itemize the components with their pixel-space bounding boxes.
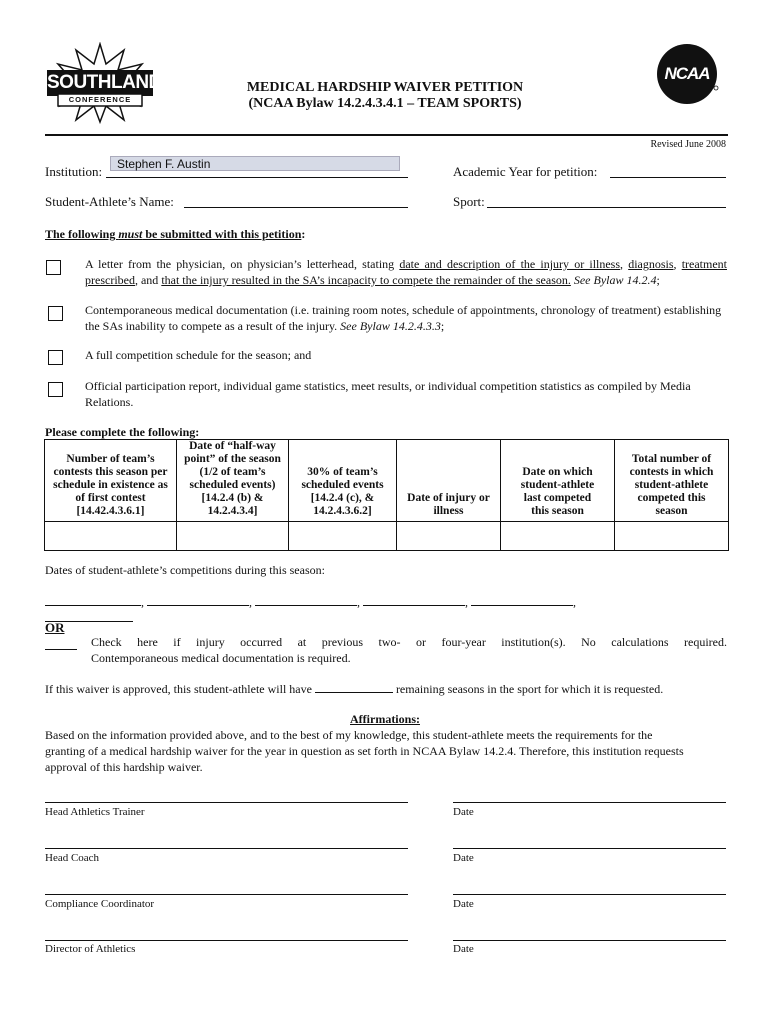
item1-t2: , bbox=[620, 257, 629, 271]
requirements-heading bbox=[45, 227, 305, 242]
col5-line: Date on which bbox=[522, 466, 593, 478]
trainer-date-label: Date bbox=[453, 806, 474, 818]
competition-schedule-checkbox[interactable] bbox=[48, 350, 63, 365]
participation-report-text: Official participation report, individual game statistics, meet results, or individual competition statistics as compiled by Media Relations. bbox=[85, 379, 691, 409]
director-date-label: Date bbox=[453, 943, 474, 955]
col5-line: this season bbox=[531, 505, 584, 517]
col2-line: 14.2.4.3.4] bbox=[207, 505, 258, 517]
col1-line: [14.42.4.3.6.1] bbox=[76, 505, 145, 517]
header-injury-date bbox=[397, 440, 501, 522]
col5-line: student-athlete bbox=[520, 479, 595, 491]
ncaa-logo-text: NCAA bbox=[664, 64, 710, 83]
col3-line: 14.2.4.3.6.2] bbox=[313, 505, 372, 517]
col2-line: scheduled events) bbox=[189, 479, 276, 491]
date-separator: , bbox=[357, 595, 360, 609]
col6-line: competed this bbox=[637, 492, 706, 504]
compliance-date-label: Date bbox=[453, 898, 474, 910]
affirmations-heading: Affirmations: bbox=[350, 712, 420, 726]
col6-line: student-athlete bbox=[634, 479, 709, 491]
item2-text: Contemporaneous medical documentation (i.e. training room notes, schedule of appointments, chronology of treatment) establishing the SAs inability to compete as a result of the injury. bbox=[85, 303, 722, 333]
header-rule bbox=[45, 134, 728, 136]
competition-date-field[interactable] bbox=[147, 594, 249, 606]
item1-u3: treatment prescribed bbox=[85, 257, 727, 287]
col5-line: last competed bbox=[523, 492, 592, 504]
item1-t1: A letter from the physician, on physician’s letterhead, stating bbox=[85, 257, 400, 271]
cell-injury-date[interactable] bbox=[397, 522, 501, 551]
medical-docs-checkbox[interactable] bbox=[48, 306, 63, 321]
cell-last-competed[interactable] bbox=[501, 522, 615, 551]
competition-schedule-text: A full competition schedule for the season; and bbox=[85, 348, 312, 362]
col1-line: Number of team’s bbox=[66, 453, 155, 465]
col6-line: Total number of bbox=[631, 453, 712, 465]
col3-line: scheduled events bbox=[301, 479, 384, 491]
director-role-label: Director of Athletics bbox=[45, 943, 136, 955]
coach-signature-line[interactable] bbox=[45, 848, 408, 849]
col4-line: illness bbox=[433, 505, 464, 517]
trainer-role-label: Head Athletics Trainer bbox=[45, 806, 145, 818]
sport-field[interactable] bbox=[487, 207, 726, 208]
waiver-text-pre: If this waiver is approved, this student-athlete will have bbox=[45, 682, 312, 696]
item1-u2: diagnosis bbox=[628, 257, 674, 271]
or-label: OR bbox=[45, 620, 65, 635]
item1-t3: , bbox=[673, 257, 682, 271]
student-name-field[interactable] bbox=[184, 207, 408, 208]
cell-num-contests[interactable] bbox=[45, 522, 177, 551]
item1-u1: date and description of the injury or illness bbox=[399, 257, 621, 271]
medical-documentation-note: Contemporaneous medical documentation is required. bbox=[91, 651, 351, 665]
item1-u4: that the injury resulted in the SA’s incapacity to compete the remainder of the season. bbox=[161, 273, 571, 287]
compliance-role-label: Compliance Coordinator bbox=[45, 898, 155, 910]
header-halfway-point bbox=[177, 440, 289, 522]
trainer-signature-line[interactable] bbox=[45, 802, 408, 803]
medical-docs-text bbox=[85, 302, 727, 334]
competition-date-field[interactable] bbox=[255, 594, 357, 606]
item1-ref: See Bylaw 14.2.4 bbox=[573, 273, 657, 287]
col2-line: (1/2 of team’s bbox=[199, 466, 266, 478]
director-date-line[interactable] bbox=[453, 940, 726, 941]
southland-logo-subtext: CONFERENCE bbox=[68, 95, 132, 104]
requirements-heading-pre: The following bbox=[45, 227, 119, 241]
affirmation-line-2: granting of a medical hardship waiver for the year in question as set forth in NCAA Bylaw 14.2.4. Therefore, this institution requests bbox=[45, 744, 684, 758]
requirements-heading-post: be submitted with this petition bbox=[142, 227, 302, 241]
header-total-competed bbox=[615, 440, 729, 522]
trainer-date-line[interactable] bbox=[453, 802, 726, 803]
cell-total-competed[interactable] bbox=[615, 522, 729, 551]
col6-line: season bbox=[655, 505, 688, 517]
academic-year-label: Academic Year for petition: bbox=[453, 164, 598, 179]
participation-report-checkbox[interactable] bbox=[48, 382, 63, 397]
col2-line: point” of the season bbox=[184, 453, 281, 465]
affirmation-line-1: Based on the information provided above, and to the best of my knowledge, this student-athlete meets the requirements for the bbox=[45, 728, 653, 742]
item1-t4: , and bbox=[134, 273, 162, 287]
remaining-seasons-field[interactable] bbox=[315, 681, 393, 693]
form-subtitle: (NCAA Bylaw 14.2.4.3.4.1 – TEAM SPORTS) bbox=[248, 96, 522, 111]
date-separator: , bbox=[465, 595, 468, 609]
col3-line: [14.2.4 (c), & bbox=[310, 492, 375, 504]
sport-label: Sport: bbox=[453, 194, 485, 209]
col2-line: [14.2.4 (b) & bbox=[201, 492, 264, 504]
institution-label: Institution: bbox=[45, 164, 103, 179]
competition-date-field[interactable] bbox=[363, 594, 465, 606]
cell-thirty-percent[interactable] bbox=[289, 522, 397, 551]
coach-date-label: Date bbox=[453, 852, 474, 864]
coach-role-label: Head Coach bbox=[45, 852, 100, 864]
header-last-competed bbox=[501, 440, 615, 522]
institution-underline bbox=[106, 177, 408, 178]
hardship-table bbox=[44, 439, 729, 551]
remaining-seasons-sentence bbox=[45, 681, 663, 697]
date-separator: , bbox=[573, 595, 576, 609]
col6-line: contests in which bbox=[629, 466, 714, 478]
ncaa-logo bbox=[655, 42, 719, 106]
cell-halfway-point[interactable] bbox=[177, 522, 289, 551]
compliance-signature-line[interactable] bbox=[45, 894, 408, 895]
previous-institution-check-field[interactable] bbox=[45, 649, 77, 650]
item2-end: ; bbox=[440, 319, 445, 333]
table-heading: Please complete the following: bbox=[45, 425, 200, 439]
revised-date: Revised June 2008 bbox=[650, 139, 726, 150]
southland-logo-text: SOUTHLAND bbox=[47, 72, 162, 93]
compliance-date-line[interactable] bbox=[453, 894, 726, 895]
competition-dates-row bbox=[45, 594, 665, 608]
coach-date-line[interactable] bbox=[453, 848, 726, 849]
affirmation-line-3: approval of this hardship waiver. bbox=[45, 760, 203, 774]
requirements-heading-emphasis: must bbox=[118, 227, 143, 241]
academic-year-field[interactable] bbox=[610, 177, 726, 178]
col3-line: 30% of team’s bbox=[307, 466, 378, 478]
col2-line: Date of “half-way bbox=[189, 440, 276, 452]
col1-line: contests this season per bbox=[53, 466, 168, 478]
header-num-contests bbox=[45, 440, 177, 522]
form-title: MEDICAL HARDSHIP WAIVER PETITION bbox=[246, 80, 524, 95]
student-name-label: Student-Athlete’s Name: bbox=[45, 194, 174, 209]
header-thirty-percent bbox=[289, 440, 397, 522]
item2-ref: See Bylaw 14.2.4.3.3 bbox=[340, 319, 441, 333]
date-separator: , bbox=[249, 595, 252, 609]
competition-date-field[interactable] bbox=[471, 594, 573, 606]
col4-line: Date of injury or bbox=[407, 492, 490, 504]
competition-dates-label: Dates of student-athlete’s competitions during this season: bbox=[45, 563, 325, 577]
col1-line: of first contest bbox=[75, 492, 146, 504]
physician-letter-checkbox[interactable] bbox=[46, 260, 61, 275]
date-separator: , bbox=[141, 595, 144, 609]
physician-letter-text bbox=[85, 256, 727, 288]
waiver-text-post: remaining seasons in the sport for which it is requested. bbox=[395, 682, 664, 696]
item1-end: ; bbox=[656, 273, 660, 287]
competition-date-field[interactable] bbox=[45, 594, 141, 606]
previous-institution-text: Check here if injury occurred at previous two- or four-year institution(s). No calculations required. bbox=[91, 635, 727, 649]
director-signature-line[interactable] bbox=[45, 940, 408, 941]
col1-line: schedule in existence as bbox=[53, 479, 168, 491]
institution-field[interactable]: Stephen F. Austin bbox=[110, 156, 400, 171]
requirements-heading-colon: : bbox=[301, 227, 306, 241]
